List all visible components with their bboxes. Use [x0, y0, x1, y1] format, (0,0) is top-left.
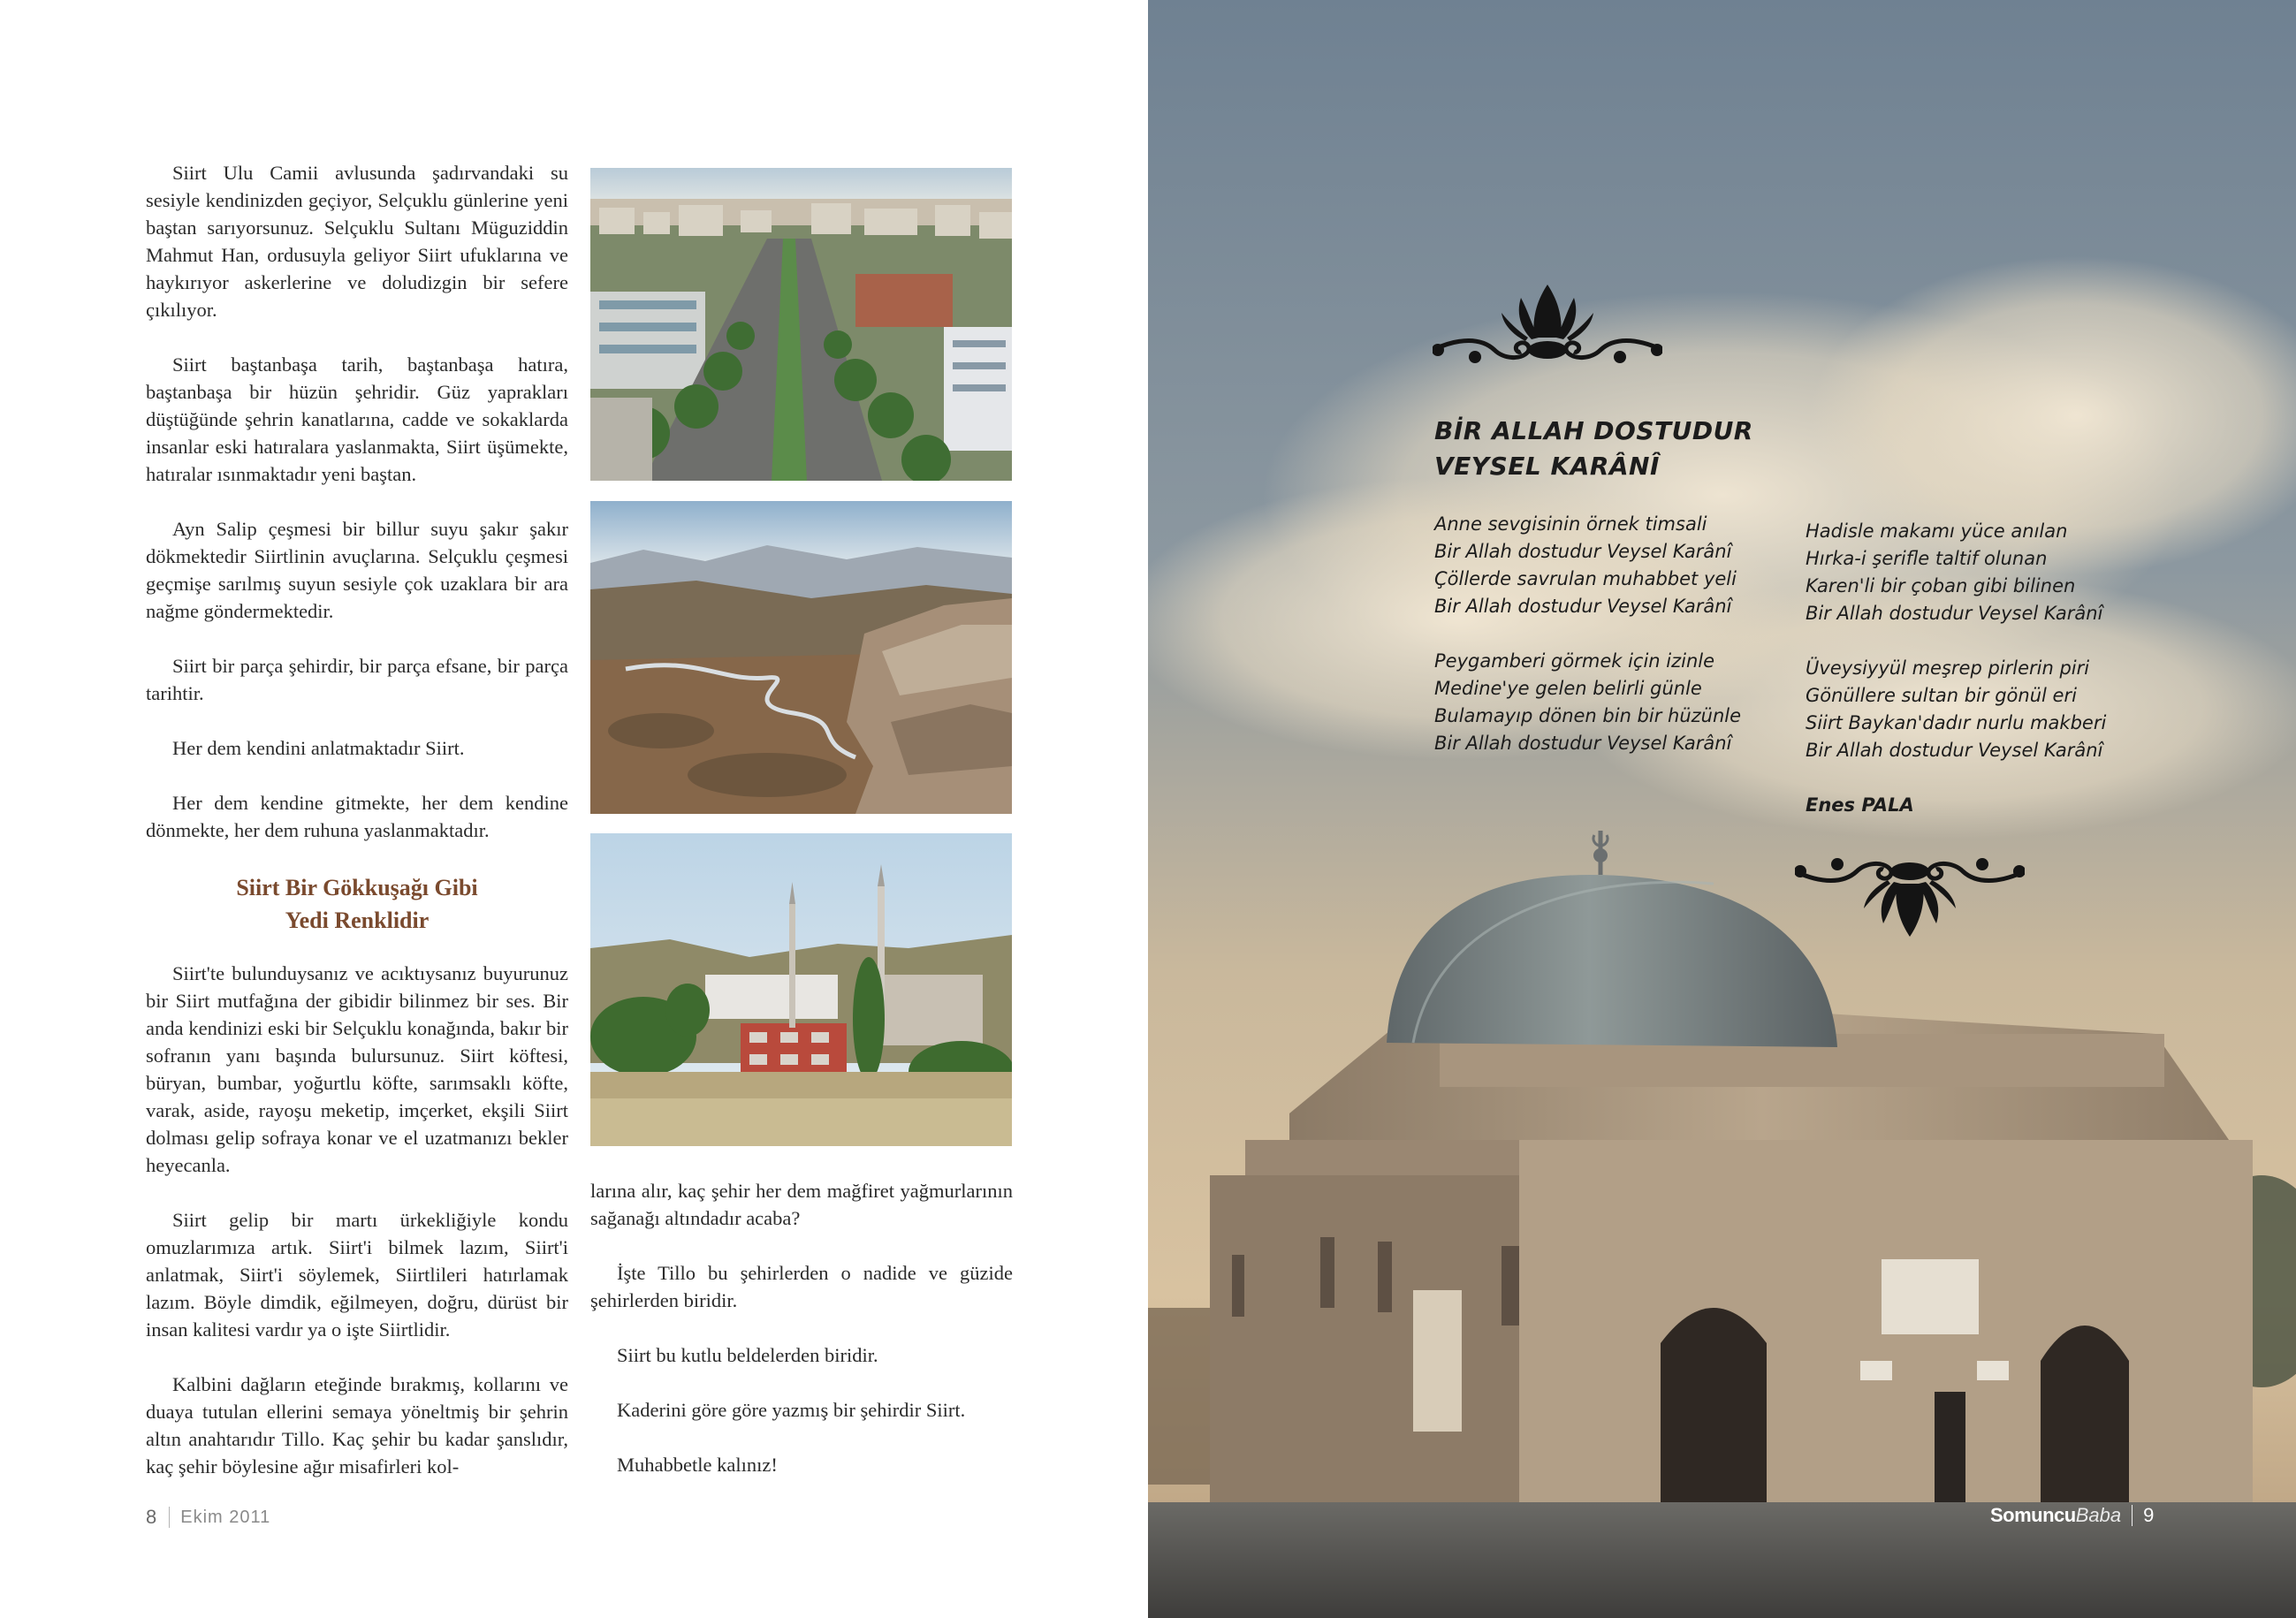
paragraph: Kalbini dağların eteğinde bırakmış, kollarını ve duaya tutulan ellerini semaya yöneltmiş bir şehrin altın anahtarıdır Tillo. Kaç şehir bu kadar şanslıdır, kaç şehir böylesine ağır misafirleri kol- — [146, 1373, 568, 1477]
page-number: 8 — [146, 1506, 157, 1528]
right-page — [1148, 0, 2296, 1618]
poem-title-line: VEYSEL KARÂNÎ — [1434, 452, 1660, 481]
poem-line: Bir Allah dostudur Veysel Karânî — [1434, 541, 1732, 562]
paragraph: Siirt baştanbaşa tarih, baştanbaşa hatıra, baştanbaşa bir hüzün şehridir. Güz yaprakları düştüğünde şehrin kanatlarına, cadde ve sokaklarda insanlar eski hatıralara yaslanmakta, Siirt üşümekte, hatıralar ısınmaktadır yeni baştan. — [146, 353, 568, 485]
poem-stanza — [1434, 511, 1741, 620]
poem-line: Anne sevgisinin örnek timsali — [1434, 513, 1707, 535]
poem-line: Bir Allah dostudur Veysel Karânî — [1806, 603, 2103, 624]
magazine-brand-light: Baba — [2075, 1504, 2122, 1526]
poem-stanza — [1434, 648, 1741, 757]
paragraph: İşte Tillo bu şehirlerden o nadide ve güzide şehirlerden biridir. — [590, 1262, 1013, 1311]
paragraph: Siirt'te bulunduysanız ve acıktıysanız buyurunuz bir Siirt mutfağına der gibidir bilinmez bir ses. Bir anda kendinizi eski bir Selçuklu konağında, bakır bir sofranın yanı başında bulursunuz. Siirt köftesi, büryan, bumbar, yoğurtlu köfte, sarımsaklı köfte, varak, aside, rayoşu meketip, imçerket, ekşili Siirt dolması gelip sofraya konar ve el uzatmanızı bekler heyecanla. — [146, 962, 568, 1176]
magazine-brand-bold: Somuncu — [1990, 1504, 2076, 1526]
paragraph: Ayn Salip çeşmesi bir billur suyu şakır şakır dökmektedir Siirtlinin avuçlarına. Selçuklu çeşmesi geçmişe sarılmış suyun sesiyle çok uzaklara bir ara nağme göndermektedir. — [146, 518, 568, 622]
paragraph: Muhabbetle kalınız! — [617, 1454, 778, 1476]
poem-line: Bulamayıp dönen bin bir hüzünle — [1434, 705, 1742, 726]
poem-column-right — [1806, 518, 2106, 819]
poem-line: Bir Allah dostudur Veysel Karânî — [1434, 733, 1732, 754]
poem-line: Üveysiyyül meşrep pirlerin piri — [1806, 657, 2090, 679]
poem-stanza — [1806, 655, 2106, 764]
paragraph: Her dem kendine gitmekte, her dem kendine dönmekte, her dem ruhuna yaslanmaktadır. — [146, 792, 568, 841]
subheading-line: Siirt Bir Gökkuşağı Gibi — [236, 875, 478, 900]
subheading-line: Yedi Renklidir — [285, 908, 430, 933]
section-subheading — [146, 871, 568, 937]
poem-line: Çöllerde savrulan muhabbet yeli — [1434, 568, 1737, 589]
poem-column-left — [1434, 511, 1741, 785]
poem-line: Bir Allah dostudur Veysel Karânî — [1434, 596, 1732, 617]
poem-line: Gönüllere sultan bir gönül eri — [1806, 685, 2077, 706]
valley-landscape-photo — [590, 501, 1012, 814]
town-mosque-photo — [590, 833, 1012, 1146]
poem-title-line: BİR ALLAH DOSTUDUR — [1434, 416, 1753, 445]
ornament-divider-top — [1433, 276, 1662, 373]
poem-line: Siirt Baykan'dadır nurlu makberi — [1806, 712, 2107, 733]
issue-date: Ekim 2011 — [180, 1507, 271, 1527]
poem-line: Hırka-i şerifle taltif olunan — [1806, 548, 2048, 569]
poem-stanza — [1806, 518, 2106, 627]
paragraph: Kaderini göre göre yazmış bir şehirdir Siirt. — [617, 1399, 966, 1421]
poem-line: Peygamberi görmek için izinle — [1434, 650, 1715, 672]
ornament-divider-bottom — [1795, 848, 2025, 946]
article-column-left — [146, 159, 568, 1508]
tomb-background-photo — [1148, 0, 2296, 1618]
page-footer-left — [146, 1506, 270, 1529]
paragraph: Her dem kendini anlatmaktadır Siirt. — [172, 737, 465, 759]
paragraph: Siirt gelip bir martı ürkekliğiyle kondu omuzlarımıza artık. Siirt'i bilmek lazım, Siirt'i anlatmak, Siirt'i söylemek, Siirtlileri hatırlamak lazım. Böyle dimdik, eğilmeyen, doğru, dürüst bir insan kalitesi vardır ya o işte Siirtlidir. — [146, 1209, 568, 1341]
poem-line: Bir Allah dostudur Veysel Karânî — [1806, 740, 2103, 761]
footer-divider — [169, 1507, 170, 1528]
footer-divider — [2132, 1505, 2133, 1526]
page-number: 9 — [2143, 1504, 2155, 1526]
paragraph: larına alır, kaç şehir her dem mağfiret yağmurlarının sağanağı altındadır acaba? — [590, 1180, 1013, 1229]
paragraph: Siirt bu kutlu beldelerden biridir. — [617, 1344, 878, 1366]
poem-line: Hadisle makamı yüce anılan — [1806, 520, 2068, 542]
poem-title — [1434, 414, 1753, 484]
poem-line: Karen'li bir çoban gibi bilinen — [1806, 575, 2076, 596]
paragraph: Siirt Ulu Camii avlusunda şadırvandaki su sesiyle kendinizden geçiyor, Selçuklu günlerine yeni baştan sarıyorsunuz. Selçuklu Sultanı Müguziddin Mahmut Han, ordusuyla geliyor Siirt ufuklarına ve haykırıyor askerlerine ve doludizgin bir sefere çıkılıyor. — [146, 162, 568, 321]
poem-line: Medine'ye gelen belirli günle — [1434, 678, 1702, 699]
poem-author: Enes PALA — [1806, 794, 1914, 816]
page-footer-right — [1990, 1504, 2154, 1527]
city-street-photo — [590, 168, 1012, 481]
article-column-right — [590, 1177, 1013, 1506]
paragraph: Siirt bir parça şehirdir, bir parça efsane, bir parça tarihtir. — [146, 655, 568, 704]
